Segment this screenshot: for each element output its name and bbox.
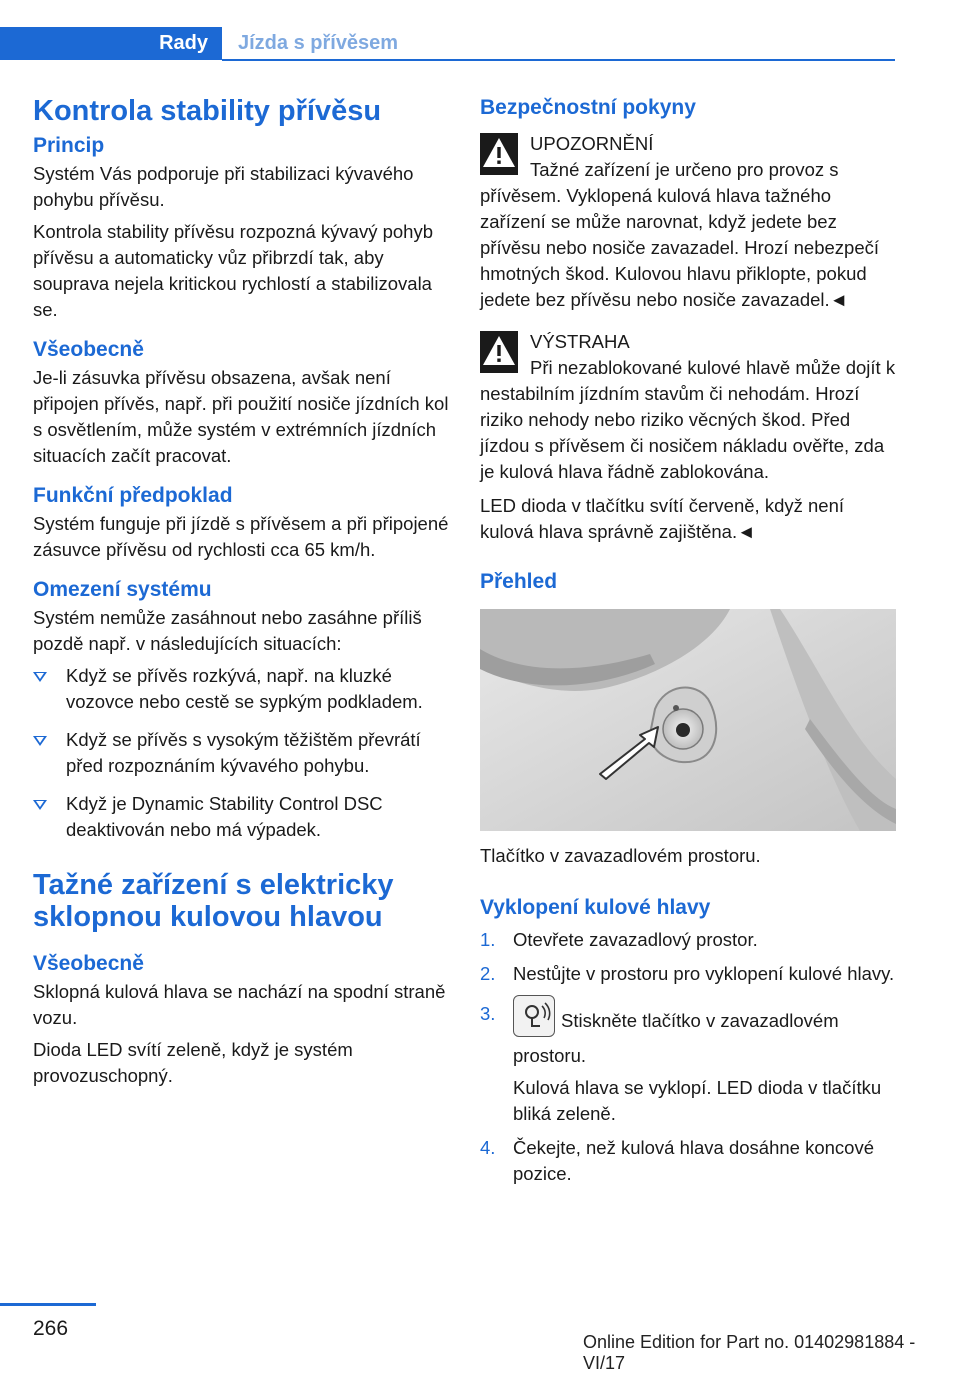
heading-funkcni-predpoklad: Funkční předpoklad (33, 484, 233, 507)
warning-label: VÝSTRAHA (530, 331, 630, 352)
edition-note: Online Edition for Part no. 01402981884 - VI/17 (583, 1332, 916, 1373)
paragraph: Kontrola stability přívěsu rozpozná kývavý pohyb přívěsu a automaticky vůz přibrzdí tak, aby souprava nejela kritickou rychlostí a stabilizovala se. (33, 221, 434, 320)
warning-triangle-icon (480, 133, 518, 175)
left-column (33, 95, 453, 1095)
paragraph: Systém Vás podporuje při stabilizaci kývavého pohybu přívěsu. (33, 163, 414, 210)
heading-omezeni-systemu: Omezení systému (33, 578, 212, 601)
warning-text: Při nezablokované kulové hlavě může dojít k nestabilním jízdním stavům či nehodám. Hrozí riziko nehody nebo riziko věcných škod. Před jízdou s přívěsem či nosičem nákladu ověřte, zda je kulová hlava řádně zablokována. (480, 357, 896, 482)
paragraph: LED dioda v tlačítku svítí červeně, když není kulová hlava správně zajištěna.◄ (480, 495, 845, 542)
warning-block-vystraha (480, 329, 896, 485)
heading-bezpecnostni-pokyny: Bezpečnostní pokyny (480, 96, 696, 119)
header-bar (0, 27, 895, 62)
photo-caption: Tlačítko v zavazadlovém prostoru. (480, 845, 761, 866)
section-title-trailer-stability: Kontrola stability přívěsu (33, 95, 382, 127)
page-number: 266 (33, 1317, 69, 1340)
list-item: Když se přívěs rozkývá, např. na kluzké vozovce nebo cestě se sypkým podkladem. (33, 663, 453, 715)
header-divider (222, 59, 895, 61)
paragraph: Systém nemůže zasáhnout nebo zasáhne příliš pozdě např. v následujících situacích: (33, 607, 422, 654)
heading-princip: Princip (33, 134, 105, 157)
heading-prehled: Přehled (480, 570, 558, 593)
heading-vseobecne-2: Všeobecně (33, 952, 144, 975)
tab-jizda-s-privesem[interactable]: Jízda s přívěsem (238, 32, 399, 54)
paragraph: Je-li zásuvka přívěsu obsazena, avšak není připojen přívěs, např. při použití nosiče jízdních kol s osvětlením, může systém v extrémních jízdních situacích začít pracovat. (33, 367, 449, 466)
paragraph: Dioda LED svítí zeleně, když je systém provozuschopný. (33, 1039, 353, 1086)
list-item: 3. Stiskněte tlačítko v zavazadlovém prostoru. Kulová hlava se vyklopí. LED dioda v tlačítku bliká zeleně. (480, 1001, 896, 1127)
list-item: Když se přívěs s vysokým těžištěm převrátí před rozpoznáním kývavého pohybu. (33, 727, 453, 779)
list-item: 2. Nestůjte v prostoru pro vyklopení kulové hlavy. (480, 963, 895, 984)
warning-label: UPOZORNĚNÍ (530, 133, 654, 154)
steps-list (480, 927, 896, 1187)
paragraph: Systém funguje při jízdě s přívěsem a při připojené zásuvce přívěsu od rychlosti cca 65 km/h. (33, 513, 449, 560)
right-column (480, 95, 896, 1195)
warning-block-upozorneni (480, 131, 896, 313)
triangle-bullet-icon (33, 736, 47, 746)
limitations-list (33, 663, 453, 843)
list-item: 4. Čekejte, než kulová hlava dosáhne koncové pozice. (480, 1137, 874, 1184)
paragraph: Sklopná kulová hlava se nachází na spodní straně vozu. (33, 981, 446, 1028)
trunk-button-photo (480, 609, 896, 831)
section-title-tow-hitch: Tažné zařízení s elektricky sklopnou kulovou hlavou (33, 869, 394, 933)
list-item: 1. Otevřete zavazadlový prostor. (480, 929, 758, 950)
heading-vseobecne: Všeobecně (33, 338, 144, 361)
step-note: Kulová hlava se vyklopí. LED dioda v tlačítku bliká zeleně. (513, 1077, 882, 1124)
warning-triangle-icon (480, 331, 518, 373)
warning-text: Tažné zařízení je určeno pro provoz s přívěsem. Vyklopená kulová hlava tažného zařízení se může narovnat, když jedete bez přívěsu nebo nosiče zavazadel. Hrozí nebezpečí hmotných škod. Kulovou hlavu přiklopte, pokud jedete bez přívěsu nebo nosiče zavazadel.◄ (480, 159, 880, 310)
triangle-bullet-icon (33, 672, 47, 682)
tow-hitch-button-icon (513, 995, 555, 1037)
footer-divider (0, 1303, 96, 1306)
tab-rady[interactable]: Rady (0, 27, 222, 60)
heading-vyklopeni-kulove-hlavy: Vyklopení kulové hlavy (480, 896, 711, 919)
triangle-bullet-icon (33, 800, 47, 810)
list-item: Když je Dynamic Stability Control DSC deaktivován nebo má výpadek. (33, 791, 453, 843)
